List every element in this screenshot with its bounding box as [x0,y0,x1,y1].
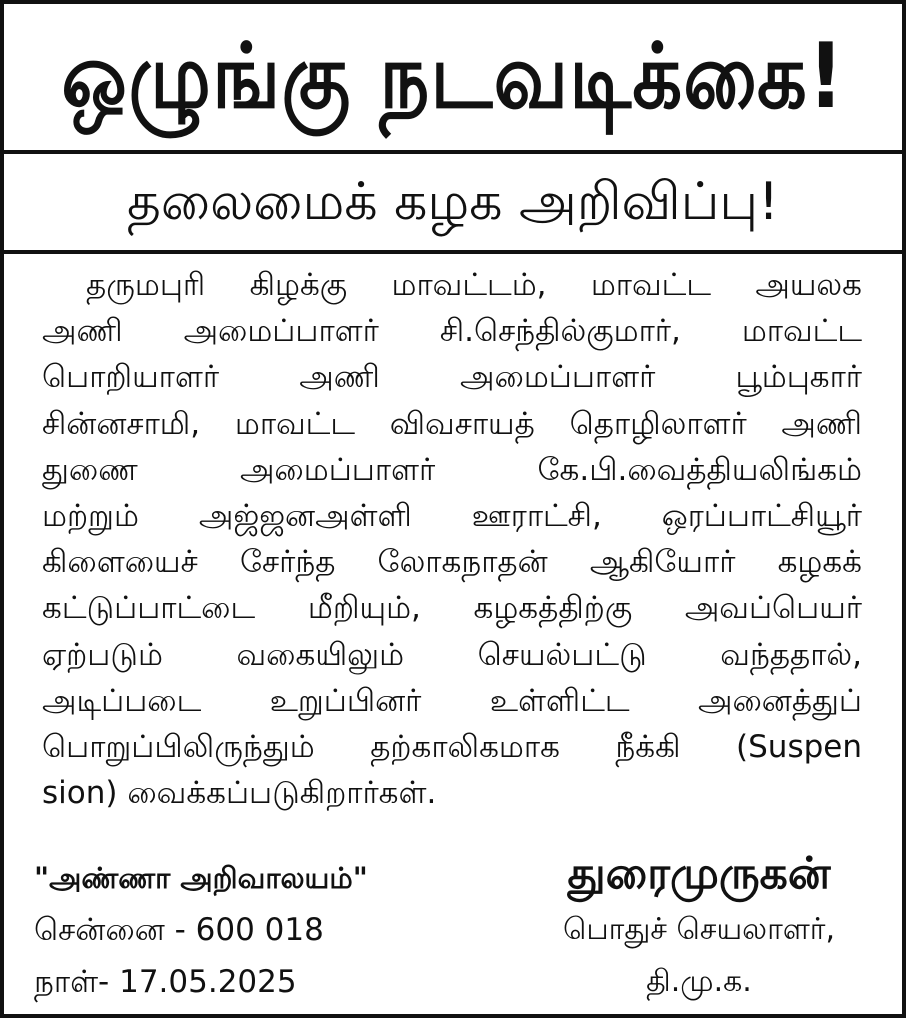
body-line: கிளையைச் சேர்ந்த லோகநாதன் ஆகியோர் கழகக் [42,544,862,581]
body-line: மற்றும் அஜ்ஜனஅள்ளி ஊராட்சி, ஒரப்பாட்சியூர் [42,497,862,534]
body-line: பொறுப்பிலிருந்தும் தற்காலிகமாக நீக்கி (Suspen [42,728,862,765]
notice-subtitle: தலைமைக் கழக அறிவிப்பு! [127,172,779,232]
signatory-role: பொதுச் செயலாளர், [562,912,836,947]
body-line: தருமபுரி கிழக்கு மாவட்டம், மாவட்ட அயலக [86,267,862,303]
body-line: அடிப்படை உறுப்பினர் உள்ளிட்ட அனைத்துப் [42,682,862,719]
body-line: சின்னசாமி, மாவட்ட விவசாயத் தொழிலாளர் அணி [42,405,862,442]
body-line: பொறியாளர் அணி அமைப்பாளர் பூம்புகார் [42,359,862,396]
subtitle-banner [4,154,902,254]
signatory-name: துரைமுருகன் [567,848,831,899]
signatory-block [524,844,874,1008]
signatory-party: தி.மு.க. [646,964,752,999]
address-name: "அண்ணா அறிவாலயம்" [34,861,368,895]
address-city: சென்னை - 600 018 [34,912,324,948]
body-line: ஏற்படும் வகையிலும் செயல்பட்டு வந்ததால், [42,636,862,673]
notice-date: நாள்- 17.05.2025 [34,964,297,1000]
body-line: கட்டுப்பாட்டை மீறியும், கழகத்திற்கு அவப்பெயர் [42,590,862,627]
body-line: sion) வைக்கப்படுகிறார்கள். [42,775,437,812]
body-line: அணி அமைப்பாளர் சி.செந்தில்குமார், மாவட்ட [42,313,862,350]
title-banner [4,4,902,154]
body-line: துணை அமைப்பாளர் கே.பி.வைத்தியலிங்கம் [42,451,862,488]
address-block [34,852,474,1008]
notice-body [42,262,862,816]
notice-title: ஒழுங்கு நடவடிக்கை! [61,25,845,129]
